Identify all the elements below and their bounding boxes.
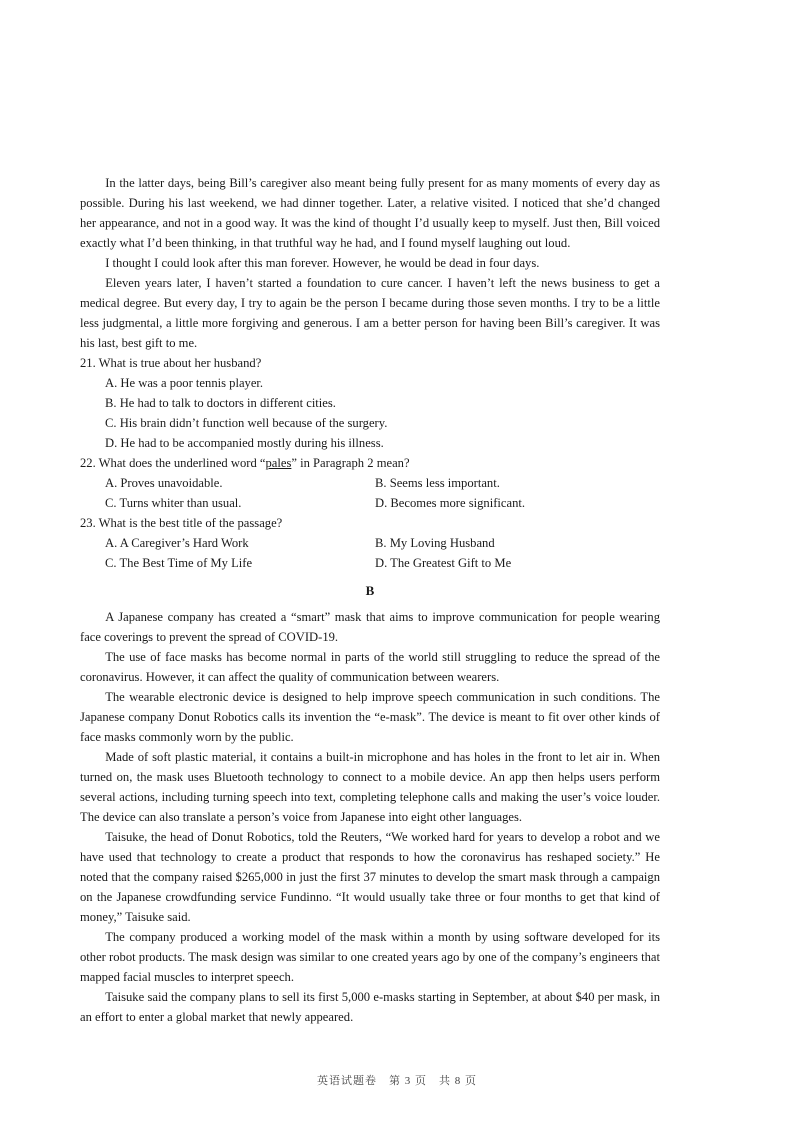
question-21 — [80, 353, 660, 453]
question-22-options-row — [80, 493, 660, 513]
question-22-stem-after: ” in Paragraph 2 mean? — [291, 456, 410, 470]
passage-b-paragraph: A Japanese company has created a “smart” mask that aims to improve communication for people wearing face coverings to prevent the spread of COVID-19. — [80, 610, 660, 644]
passage-a-paragraph: In the latter days, being Bill’s caregiver also meant being fully present for as many moments of every day as possible. During his last weekend, we had dinner together. Later, a relative visited. I noticed that she’d changed her appearance, and not in a good way. It was the kind of thought I’d usually keep to myself. Just then, Bill voiced exactly what I’d been thinking, in that truthful way he had, and I found myself laughing out loud. — [80, 176, 660, 250]
question-21-option-d: D. He had to be accompanied mostly during his illness. — [105, 436, 384, 450]
passage-b-paragraph: Made of soft plastic material, it contains a built-in microphone and has holes in the front to let air in. When turned on, the mask uses Bluetooth technology to connect to a mobile device. An app then helps users perform several actions, including turning speech into text, completing telephone calls and making the user’s voice louder. The device can also translate a person’s voice from Japanese into eight other languages. — [80, 750, 660, 824]
page-footer: 英语试题卷 第 3 页 共 8 页 — [317, 1075, 477, 1087]
question-22 — [80, 453, 660, 513]
question-23-options-row — [80, 553, 660, 573]
passage-b-paragraph: Taisuke said the company plans to sell its first 5,000 e-masks starting in September, at about $40 per mask, in an effort to enter a global market that newly appeared. — [80, 990, 660, 1024]
question-23-option-c: C. The Best Time of My Life — [105, 556, 253, 570]
passage-a-paragraph: I thought I could look after this man forever. However, he would be dead in four days. — [105, 256, 540, 270]
passage-a-paragraph: Eleven years later, I haven’t started a foundation to cure cancer. I haven’t left the news business to get a medical degree. But every day, I try to again be the person I became during those seven months. I try to be a little less judgmental, a little more forgiving and generous. I am a better person for having been Bill’s caregiver. It was his last, best gift to me. — [80, 276, 660, 350]
question-23-option-b: B. My Loving Husband — [375, 536, 495, 550]
question-23-stem: 23. What is the best title of the passage? — [80, 516, 283, 530]
question-23-option-a: A. A Caregiver’s Hard Work — [105, 536, 249, 550]
question-22-stem-before: 22. What does the underlined word “ — [80, 456, 266, 470]
question-22-option-b: B. Seems less important. — [375, 476, 500, 490]
passage-b-paragraph: The use of face masks has become normal in parts of the world still struggling to reduce the spread of the coronavirus. However, it can affect the quality of communication between wearers. — [80, 650, 660, 684]
underlined-word: pales — [265, 456, 292, 470]
question-23-options-row — [80, 533, 660, 553]
question-22-option-d: D. Becomes more significant. — [375, 496, 526, 510]
question-22-options-row — [80, 473, 660, 493]
passage-b-paragraph: The wearable electronic device is designed to help improve speech communication in such conditions. The Japanese company Donut Robotics calls its invention the “e-mask”. The device is meant to fit over other kinds of face masks commonly worn by the public. — [80, 690, 660, 744]
page-content — [80, 173, 660, 1027]
passage-b-paragraph: Taisuke, the head of Donut Robotics, told the Reuters, “We worked hard for years to develop a robot and we have used that technology to create a product that responds to how the coronavirus has reshaped society.” He noted that the company raised $265,000 in just the first 37 minutes to develop the smart mask through a campaign on the Japanese crowdfunding service Fundinno. “It would usually take three or four months to get that kind of money,” Taisuke said. — [80, 830, 660, 924]
question-22-option-c: C. Turns whiter than usual. — [105, 496, 242, 510]
question-22-stem — [80, 453, 660, 473]
question-22-option-a: A. Proves unavoidable. — [105, 476, 223, 490]
question-21-option-c: C. His brain didn’t function well because of the surgery. — [105, 416, 388, 430]
question-23 — [80, 513, 660, 573]
question-21-stem: 21. What is true about her husband? — [80, 356, 262, 370]
section-b-heading: B — [365, 583, 375, 598]
question-21-option-b: B. He had to talk to doctors in different cities. — [105, 396, 336, 410]
question-21-option-a: A. He was a poor tennis player. — [105, 376, 264, 390]
passage-b-paragraph: The company produced a working model of the mask within a month by using software developed for its other robot products. The mask design was similar to one created years ago by one of the company’s engineers that mapped facial muscles to interpret speech. — [80, 930, 660, 984]
question-23-option-d: D. The Greatest Gift to Me — [375, 556, 512, 570]
